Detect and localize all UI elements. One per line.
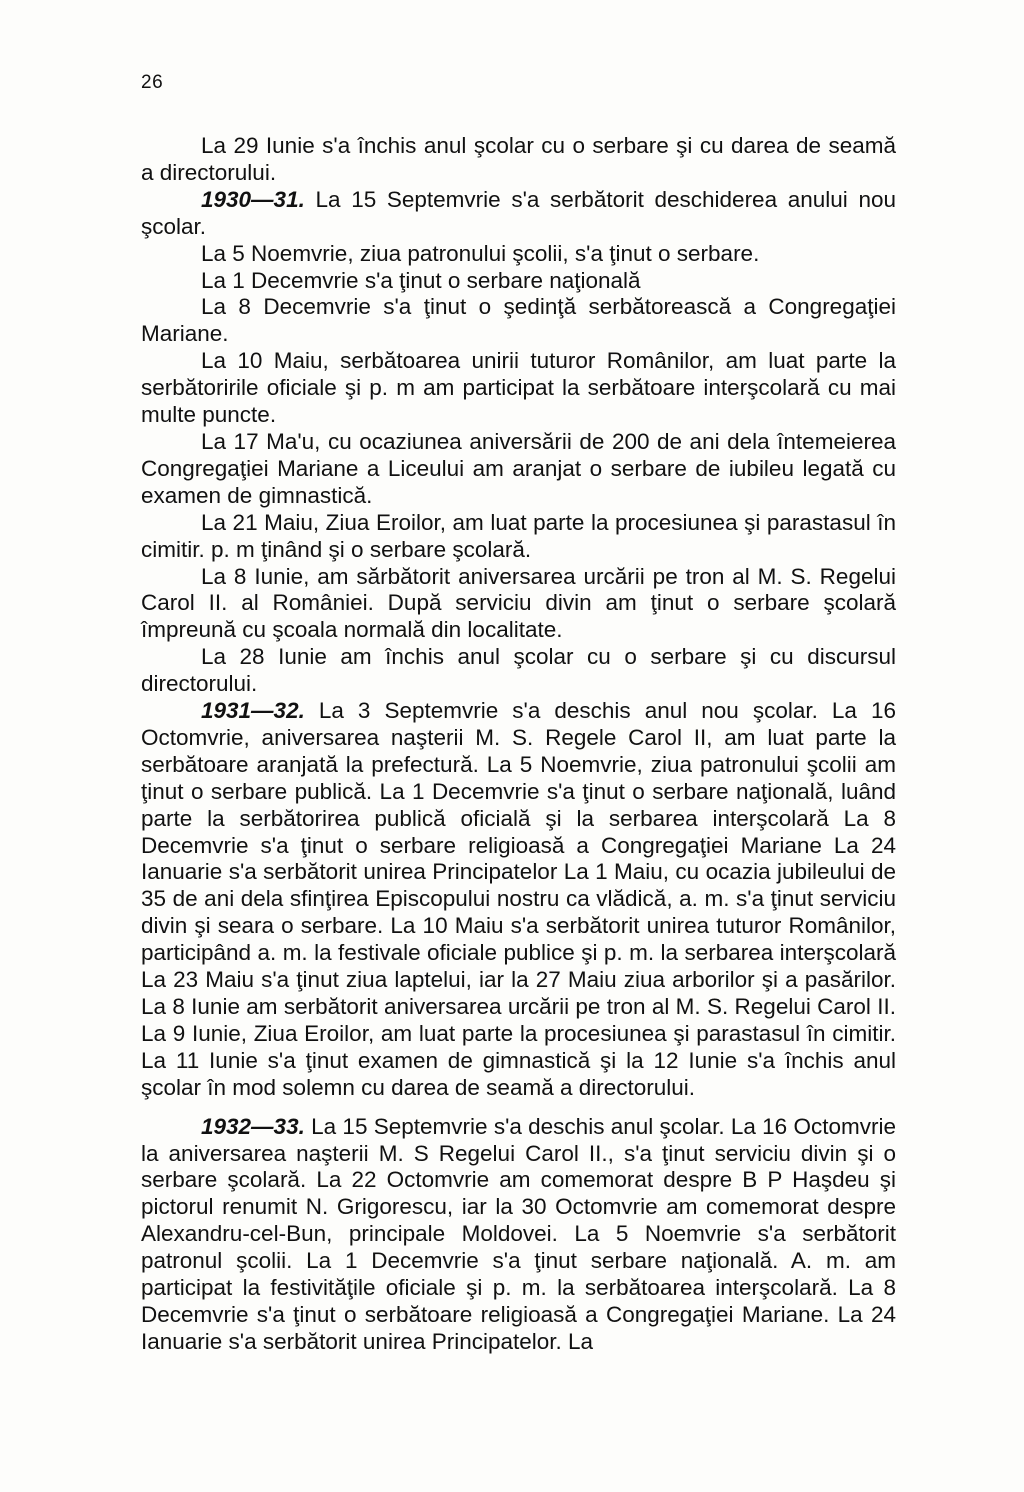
paragraph — [141, 429, 896, 510]
body-text — [141, 133, 896, 1356]
paragraph-text: La 15 Septemvrie s'a deschis anul şcolar. La 16 Octomvrie la aniversarea naşterii M. S Regelui Carol II., s'a ţinut serviciu divin şi o serbare şcolară. La 22 Octomvrie am comemorat despre B P Haşdeu şi pictorul renumit N. Grigorescu, iar la 30 Octomvrie am comemorat despre Alexandru-cel-Bun, principale Moldovei. La 5 Noemvrie s'a serbătorit patronul şcolii. La 1 Decemvrie s'a ţinut serbare naţională. A. m. am participat la festivităţile oficiale şi p. m. la serbătoarea interşcolară. La 8 Decemvrie s'a ţinut o serbătoare religioasă a Congregaţiei Mariane. La 24 Ianuarie s'a serbătorit unirea Principatelor. La — [141, 1113, 896, 1354]
paragraph-text: La 3 Septemvrie s'a deschis anul nou şcolar. La 16 Octomvrie, aniversarea naşterii M. S. Regele Carol II, am luat parte la serbătoare aranjată la prefectură. La 5 Noemvrie, ziua patronului şcolii am ţinut o serbare publică. La 1 Decemvrie s'a ţinut o serbare naţională, luând parte la serbătorirea publică oficială şi la serbarea interşcolară La 8 Decemvrie s'a ţinut o serbare religioasă a Congregaţiei Mariane La 24 Ianuarie s'a serbătorit unirea Principatelor La 1 Maiu, cu ocazia jubileului de 35 de ani dela sfinţirea Episcopului nostru ca vlădică, a. m. s'a ţinut serviciu divin şi seara o serbare. La 10 Maiu s'a serbătorit unirea tuturor Românilor, participând a. m. la festivale oficiale publice şi p. m. la serbarea interşcolară La 23 Maiu s'a ţinut ziua laptelui, iar la 27 Maiu ziua arborilor şi a pasărilor. La 8 Iunie am serbătorit aniversarea urcării pe tron al M. S. Regelui Carol II. La 9 Iunie, Ziua Eroilor, am luat parte la procesiunea şi parastasul în cimitir. La 11 Iunie s'a ţinut examen de gimnastică şi la 12 Iunie s'a închis anul şcolar în mod solemn cu darea de seamă a directorului. — [141, 698, 896, 1100]
paragraph — [141, 510, 896, 564]
paragraph — [141, 698, 896, 1102]
page-number: 26 — [141, 72, 164, 93]
paragraph-text: La 15 Septemvrie s'a serbătorit deschiderea anului nou şcolar. — [141, 186, 896, 239]
school-year-heading: 1930—31. — [201, 186, 305, 212]
paragraph — [141, 1114, 896, 1356]
school-year-heading: 1932—33. — [201, 1113, 305, 1139]
paragraph-text: La 1 Decemvrie s'a ţinut o serbare naţională — [201, 267, 641, 293]
paragraph-text: La 17 Ma'u, cu ocaziunea aniversării de 200 de ani dela întemeierea Congregaţiei Mariane a Liceului am aranjat o serbare de iubileu legată cu examen de gimnastică. — [141, 428, 896, 508]
paragraph-text: La 28 Iunie am închis anul şcolar cu o serbare şi cu discursul directorului. — [141, 644, 896, 697]
paragraph — [141, 644, 896, 698]
school-year-heading: 1931—32. — [201, 698, 305, 724]
paragraph-text: La 8 Decemvrie s'a ţinut o şedinţă serbătorească a Congregaţiei Mariane. — [141, 294, 896, 347]
paragraph-text: La 10 Maiu, serbătoarea unirii tuturor Românilor, am luat parte la serbătoririle oficiale şi p. m am participat la serbătoare interşcolară cu mai multe puncte. — [141, 348, 896, 428]
paragraph-text: La 29 Iunie s'a închis anul şcolar cu o serbare şi cu darea de seamă a directorului. — [141, 133, 896, 185]
paragraph — [141, 268, 896, 295]
paragraph — [141, 294, 896, 348]
paragraph — [141, 564, 896, 645]
paragraph — [141, 133, 896, 187]
paragraph — [141, 348, 896, 429]
paragraph-text: La 21 Maiu, Ziua Eroilor, am luat parte la procesiunea şi parastasul în cimitir. p. m ţinând şi o serbare şcolară. — [141, 509, 896, 562]
paragraph — [141, 187, 896, 241]
paragraph — [141, 241, 896, 268]
paragraph-text: La 8 Iunie, am sărbătorit aniversarea urcării pe tron al M. S. Regelui Carol II. al României. După serviciu divin am ţinut o serbare şcolară împreună cu şcoala normală din localitate. — [141, 563, 896, 643]
paragraph-text: La 5 Noemvrie, ziua patronului şcolii, s'a ţinut o serbare. — [201, 240, 760, 266]
